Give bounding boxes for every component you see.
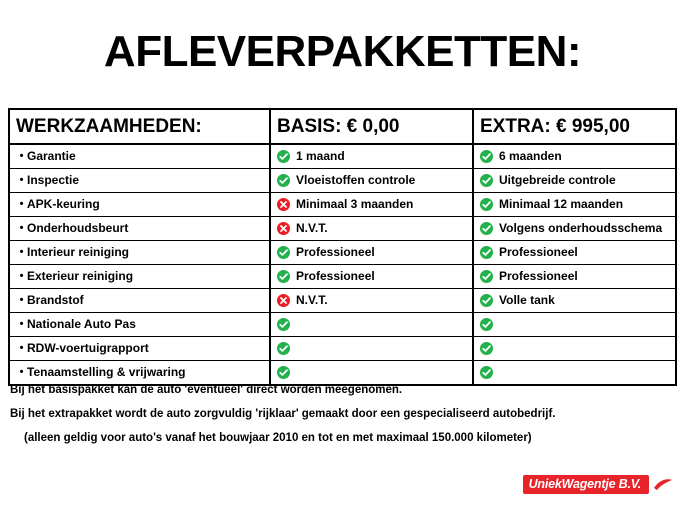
cell-extra (474, 169, 675, 192)
check-circle-icon (277, 342, 290, 355)
value-text: Professioneel (499, 269, 578, 283)
note-line: Bij het basispakket kan de auto 'eventueel' direct worden meegenomen. (10, 384, 403, 396)
swoosh-icon (653, 478, 673, 491)
cell-task (10, 289, 271, 312)
check-circle-icon (480, 174, 493, 187)
task-label: Nationale Auto Pas (27, 317, 136, 331)
check-circle-icon (480, 294, 493, 307)
value-text: N.V.T. (296, 293, 328, 307)
value-text: Professioneel (296, 269, 375, 283)
bullet-icon: • (19, 318, 24, 330)
cell-task (10, 265, 271, 288)
cell-basis (271, 289, 474, 312)
task-label: Brandstof (27, 293, 84, 307)
value-text: Vloeistoffen controle (296, 173, 416, 187)
cell-task (10, 241, 271, 264)
cell-basis (271, 265, 474, 288)
cell-basis (271, 145, 474, 168)
value-text: Uitgebreide controle (499, 173, 616, 187)
value-text: Professioneel (499, 245, 578, 259)
task-label: Onderhoudsbeurt (27, 221, 129, 235)
value-text: Professioneel (296, 245, 375, 259)
cell-extra (474, 241, 675, 264)
check-circle-icon (480, 150, 493, 163)
table-row (10, 217, 675, 241)
check-circle-icon (480, 342, 493, 355)
check-circle-icon (277, 318, 290, 331)
table-row (10, 289, 675, 313)
header-werkzaamheden: WERKZAAMHEDEN: (10, 110, 271, 143)
value-text: N.V.T. (296, 221, 328, 235)
packages-table (8, 108, 677, 386)
bullet-icon: • (19, 198, 24, 210)
cross-circle-icon (277, 198, 290, 211)
check-circle-icon (277, 174, 290, 187)
table-row (10, 265, 675, 289)
value-text: Minimaal 12 maanden (499, 197, 624, 211)
cell-extra (474, 265, 675, 288)
company-logo (523, 474, 673, 494)
check-circle-icon (277, 150, 290, 163)
check-circle-icon (480, 270, 493, 283)
task-label: Tenaamstelling & vrijwaring (27, 365, 186, 379)
cell-extra (474, 337, 675, 360)
table-row (10, 169, 675, 193)
cell-task (10, 169, 271, 192)
header-basis: BASIS: € 0,00 (271, 110, 474, 143)
task-label: RDW-voertuigrapport (27, 341, 149, 355)
table-row (10, 145, 675, 169)
cell-extra (474, 313, 675, 336)
table-header-row (10, 110, 675, 145)
page-title: AFLEVERPAKKETTEN: (103, 27, 582, 76)
value-text: Volle tank (499, 293, 555, 307)
table-row (10, 193, 675, 217)
cell-task (10, 217, 271, 240)
logo-text: UniekWagentje B.V. (523, 475, 649, 494)
bullet-icon: • (19, 342, 24, 354)
cell-basis (271, 241, 474, 264)
table-row (10, 337, 675, 361)
bullet-icon: • (19, 174, 24, 186)
task-label: Garantie (27, 149, 76, 163)
cell-task (10, 145, 271, 168)
bullet-icon: • (19, 222, 24, 234)
check-circle-icon (480, 222, 493, 235)
cell-extra (474, 289, 675, 312)
cell-basis (271, 217, 474, 240)
bullet-icon: • (19, 294, 24, 306)
cell-extra (474, 217, 675, 240)
task-label: Exterieur reiniging (27, 269, 134, 283)
value-text: Minimaal 3 maanden (296, 197, 414, 211)
check-circle-icon (277, 246, 290, 259)
value-text: 1 maand (296, 149, 345, 163)
bullet-icon: • (19, 270, 24, 282)
cross-circle-icon (277, 294, 290, 307)
note-line: Bij het extrapakket wordt de auto zorgvuldig 'rijklaar' gemaakt door een gespecialiseerd autobedrijf. (10, 408, 556, 420)
cell-basis (271, 313, 474, 336)
check-circle-icon (480, 318, 493, 331)
cell-extra (474, 145, 675, 168)
task-label: Interieur reiniging (27, 245, 130, 259)
cell-task (10, 193, 271, 216)
bullet-icon: • (19, 150, 24, 162)
cell-basis (271, 337, 474, 360)
value-text: Volgens onderhoudsschema (499, 221, 663, 235)
cell-extra (474, 193, 675, 216)
notes-block (10, 378, 670, 450)
cross-circle-icon (277, 222, 290, 235)
table-row (10, 313, 675, 337)
bullet-icon: • (19, 366, 24, 378)
bullet-icon: • (19, 246, 24, 258)
header-extra: EXTRA: € 995,00 (480, 116, 630, 137)
task-label: APK-keuring (27, 197, 100, 211)
check-circle-icon (480, 246, 493, 259)
table-row (10, 241, 675, 265)
cell-task (10, 313, 271, 336)
cell-basis (271, 193, 474, 216)
value-text: 6 maanden (499, 149, 562, 163)
check-circle-icon (277, 270, 290, 283)
table-body (10, 145, 675, 384)
cell-task (10, 337, 271, 360)
task-label: Inspectie (27, 173, 80, 187)
note-line: (alleen geldig voor auto's vanaf het bouwjaar 2010 en tot en met maximaal 150.000 kilometer) (24, 432, 532, 444)
cell-basis (271, 169, 474, 192)
check-circle-icon (480, 198, 493, 211)
